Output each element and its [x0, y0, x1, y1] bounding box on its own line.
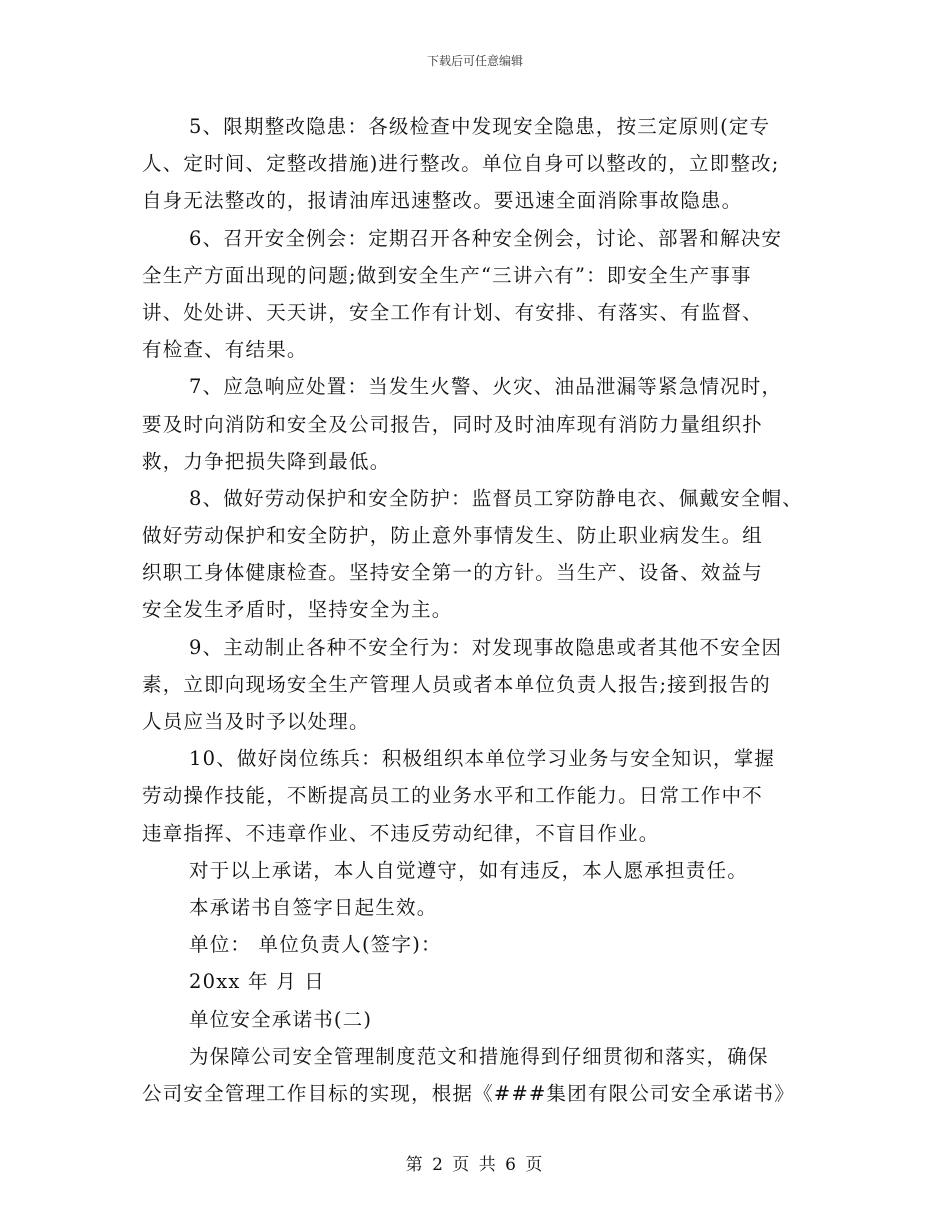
page-footer: 第 2 页 共 6 页	[405, 1155, 545, 1175]
body-line: 织职工身体健康检查。坚持安全第一的方针。当生产、设备、效益与	[142, 561, 764, 585]
body-line: 自身无法整改的，报请油库迅速整改。要迅速全面消除事故隐患。	[142, 189, 743, 213]
body-line: 9、主动制止各种不安全行为：对发现事故隐患或者其他不安全因	[189, 635, 783, 659]
body-line: 对于以上承诺，本人自觉遵守，如有违反，本人愿承担责任。	[189, 858, 748, 882]
body-line: 救，力争把损失降到最低。	[142, 449, 391, 473]
body-line: 有检查、有结果。	[142, 338, 308, 362]
body-line: 违章指挥、不违章作业、不违反劳动纪律，不盲目作业。	[142, 821, 660, 845]
body-line: 人、定时间、定整改措施)进行整改。单位自身可以整改的，立即整改;	[142, 152, 780, 176]
document-body	[142, 108, 812, 1112]
body-line: 为保障公司安全管理制度范文和措施得到仔细贯彻和落实，确保	[189, 1044, 769, 1068]
body-line: 5、限期整改隐患：各级检查中发现安全隐患，按三定原则(定专	[189, 115, 771, 138]
body-line: 公司安全管理工作目标的实现，根据《###集团有限公司安全承诺书》	[142, 1081, 795, 1105]
body-line: 素，立即向现场安全生产管理人员或者本单位负责人报告;接到报告的	[142, 672, 771, 696]
body-line: 全生产方面出现的问题;做到安全生产“三讲六有”：即安全生产事事	[142, 263, 752, 287]
body-line: 讲、处处讲、天天讲，安全工作有计划、有安排、有落实、有监督、	[142, 300, 764, 324]
body-line: 安全发生矛盾时，坚持安全为主。	[142, 598, 453, 622]
body-line: 8、做好劳动保护和安全防护：监督员工穿防静电衣、佩戴安全帽、	[189, 486, 803, 510]
body-line: 要及时向消防和安全及公司报告，同时及时油库现有消防力量组织扑	[142, 412, 764, 436]
body-line: 本承诺书自签字日起生效。	[189, 895, 438, 919]
page-header: 下载后可任意编辑	[426, 54, 523, 68]
body-line: 6、召开安全例会：定期召开各种安全例会，讨论、部署和解决安	[189, 226, 783, 250]
body-line: 人员应当及时予以处理。	[142, 710, 370, 733]
body-line: 10、做好岗位练兵：积极组织本单位学习业务与安全知识，掌握	[189, 747, 776, 771]
body-line: 做好劳动保护和安全防护，防止意外事情发生、防止职业病发生。组	[142, 524, 764, 548]
body-line: 20xx 年 月 日	[189, 970, 325, 994]
body-line: 7、应急响应处置：当发生火警、火灾、油品泄漏等紧急情况时，	[189, 375, 783, 399]
body-line: 单位安全承诺书(二)	[189, 1007, 373, 1031]
body-line: 劳动操作技能，不断提高员工的业务水平和工作能力。日常工作中不	[142, 784, 764, 808]
body-line: 单位： 单位负责人(签字)：	[189, 933, 442, 957]
